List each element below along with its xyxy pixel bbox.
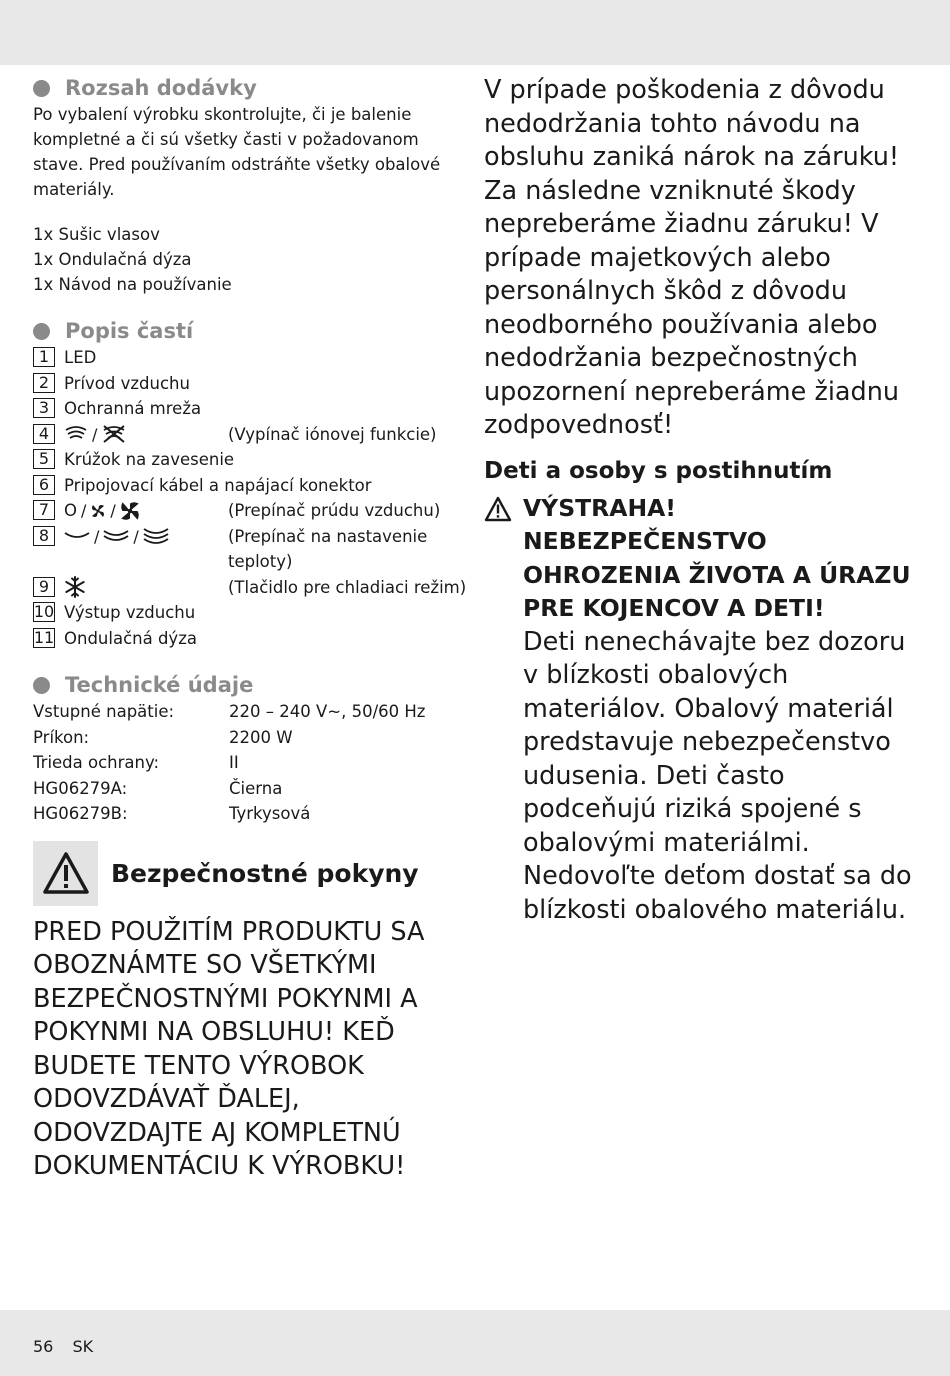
- part-label: Ondulačná dýza: [64, 628, 197, 648]
- page-number: 56: [33, 1337, 54, 1356]
- part-number: 7: [33, 500, 55, 520]
- spec-value: Čierna: [229, 778, 283, 798]
- part-number: 2: [33, 373, 55, 393]
- section-heading-parts: Popis častí: [33, 317, 473, 345]
- part-label: (Vypínač iónovej funkcie): [228, 424, 437, 444]
- off-symbol: O: [64, 501, 77, 520]
- page-language: SK: [72, 1337, 94, 1356]
- bottom-band: [0, 1310, 950, 1376]
- spec-value: II: [229, 753, 239, 772]
- bullet-icon: [33, 323, 50, 340]
- part-symbols: O / /: [64, 498, 228, 524]
- children-heading: Deti a osoby s postihnutím: [484, 457, 833, 484]
- bullet-icon: [33, 677, 50, 694]
- spec-key: HG06279A:: [33, 778, 128, 798]
- part-number: 4: [33, 424, 55, 444]
- part-label: Výstup vzduchu: [64, 603, 196, 622]
- top-band: [0, 0, 950, 65]
- spec-value: 220 – 240 V~, 50/60 Hz: [229, 702, 426, 721]
- spec-key: Vstupné napätie:: [33, 702, 175, 721]
- part-item: [33, 498, 473, 524]
- delivery-intro: Po vybalení výrobku skontrolujte, či je balenie kompletné a či sú všetky časti v požadovanom stave. Pred používaním odstráňte všetky obalové materiály.: [33, 105, 441, 199]
- part-item: [33, 447, 473, 473]
- part-label: Prívod vzduchu: [64, 373, 190, 393]
- part-item: [33, 422, 473, 448]
- part-symbols: [64, 575, 228, 601]
- part-number: 10: [33, 602, 55, 622]
- heat-low-icon: [64, 529, 90, 543]
- ion-on-icon: [64, 425, 88, 443]
- warning-title: VÝSTRAHA! NEBEZPEČENSTVO OHROZENIA ŽIVOTA A ÚRAZU PRE KOJENCOV A DETI!: [523, 493, 911, 622]
- delivery-item: 1x Návod na používanie: [33, 275, 232, 294]
- fan-low-icon: [90, 503, 106, 519]
- warning-text: Deti nenechávajte bez dozoru v blízkosti obalových materiálov. Obalový materiál predstavuje nebezpečenstvo udusenia. Deti často podceňujú riziká spojené s obalovými materiálmi. Nedovoľte deťom dostať sa do blízkosti obalového materiálu.: [523, 626, 912, 925]
- spec-value: Tyrkysová: [229, 804, 311, 823]
- section-heading-delivery: Rozsah dodávky: [33, 74, 473, 102]
- safety-heading-row: [33, 841, 473, 906]
- part-label: (Tlačidlo pre chladiaci režim): [228, 577, 467, 597]
- spec-row: [33, 699, 473, 725]
- part-item: [33, 345, 473, 371]
- spec-key: Príkon:: [33, 727, 90, 747]
- part-number: 6: [33, 475, 55, 495]
- spec-key: Trieda ochrany:: [33, 753, 160, 772]
- page-footer: [33, 1337, 107, 1356]
- ion-off-icon: [101, 424, 127, 444]
- part-item: [33, 371, 473, 397]
- part-symbols: / /: [64, 524, 228, 550]
- warranty-text: V prípade poškodenia z dôvodu nedodržania tohto návodu na obsluhu zaniká nárok na záruku! Za následne vzniknuté škody nepreberáme žiadnu záruku! V prípade majetkových alebo personálnych škôd z dôvodu neodborného používania alebo nedodržania bezpečnostných upozornení nepreberáme žiadnu zodpovednosť!: [484, 75, 900, 440]
- left-column: [33, 74, 473, 1184]
- section-heading-tech: Technické údaje: [33, 671, 473, 699]
- part-label: (Prepínač na nastavenie teploty): [228, 526, 428, 571]
- spec-row: [33, 725, 473, 751]
- part-number: 9: [33, 577, 55, 597]
- spec-row: [33, 750, 473, 776]
- part-label: (Prepínač prúdu vzduchu): [228, 501, 441, 520]
- spec-key: HG06279B:: [33, 804, 128, 823]
- part-number: 1: [33, 347, 55, 367]
- warning-triangle-icon: [42, 851, 90, 895]
- heat-high-icon: [143, 527, 169, 545]
- part-item: [33, 396, 473, 422]
- delivery-item: 1x Sušic vlasov: [33, 225, 160, 244]
- bullet-icon: [33, 80, 50, 97]
- part-number: 5: [33, 449, 55, 469]
- spec-row: [33, 776, 473, 802]
- spec-value: 2200 W: [229, 727, 293, 747]
- part-number: 11: [33, 627, 55, 647]
- right-column: [484, 74, 924, 927]
- warning-block: [484, 492, 924, 928]
- part-label: LED: [64, 348, 97, 367]
- part-number: 8: [33, 526, 55, 546]
- warning-triangle-icon: [484, 496, 512, 522]
- part-item: [33, 575, 473, 601]
- heat-medium-icon: [103, 528, 129, 544]
- part-label: Pripojovací kábel a napájací konektor: [64, 475, 372, 495]
- spec-row: [33, 801, 473, 827]
- part-number: 3: [33, 398, 55, 418]
- part-item: [33, 524, 473, 575]
- fan-high-icon: [120, 501, 140, 521]
- safety-caps-text: PRED POUŽITÍM PRODUKTU SA OBOZNÁMTE SO VŠETKÝMI BEZPEČNOSTNÝMI POKYNMI A POKYNMI NA OBSLUHU! KEĎ BUDETE TENTO VÝROBOK ODOVZDÁVAŤ ĎALEJ, ODOVZDAJTE AJ KOMPLETNÚ DOKUMENTÁCIU K VÝROBKU!: [33, 916, 425, 1181]
- part-symbols: /: [64, 422, 228, 448]
- part-item: [33, 626, 473, 652]
- snowflake-icon: [64, 576, 86, 598]
- part-label: Ochranná mreža: [64, 399, 202, 418]
- part-label: Krúžok na zavesenie: [64, 450, 235, 469]
- part-item: [33, 473, 473, 499]
- part-item: [33, 600, 473, 626]
- delivery-item: 1x Ondulačná dýza: [33, 250, 192, 269]
- safety-heading: Bezpečnostné pokyny: [111, 858, 419, 888]
- warning-icon-box: [33, 841, 98, 906]
